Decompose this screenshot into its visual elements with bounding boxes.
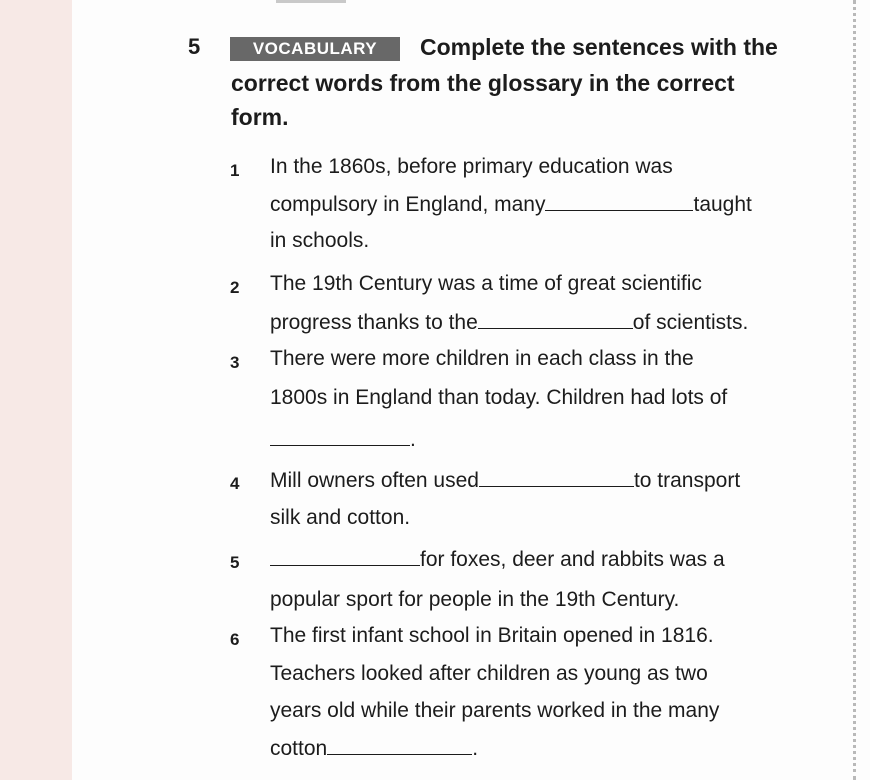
top-edge-mark [276, 0, 346, 3]
answer-blank[interactable] [270, 547, 420, 566]
instruction-line-1: Complete the sentences with the [420, 34, 778, 60]
vocabulary-badge: VOCABULARY [230, 37, 400, 61]
question-1-line-3: in schools. [270, 229, 370, 252]
question-number: 4 [230, 474, 240, 493]
question-1-line-1: In the 1860s, before primary education was [270, 155, 673, 178]
question-6-line-4: cotton . [270, 737, 479, 760]
question-3-line-1: There were more children in each class in the [270, 347, 694, 370]
question-3-line-3: . [270, 427, 416, 452]
question-1-line-2: compulsory in England, many taught [270, 193, 752, 216]
instruction-line-2: correct words from the glossary in the correct [231, 70, 735, 96]
question-5-line-2: popular sport for people in the 19th Century. [270, 588, 680, 611]
question-6-line-1: The first infant school in Britain opened in 1816. [270, 624, 714, 647]
question-6-line-2: Teachers looked after children as young as two [270, 662, 708, 685]
question-4-line-1: Mill owners often used to transport [270, 469, 741, 492]
dotted-margin-rule [853, 0, 856, 780]
question-number: 3 [230, 353, 240, 372]
question-number: 1 [230, 161, 240, 180]
instruction-line-3: form. [231, 104, 289, 130]
answer-blank[interactable] [545, 192, 693, 211]
question-2-line-2: progress thanks to the of scientists. [270, 311, 749, 334]
question-6-line-3: years old while their parents worked in the many [270, 699, 720, 722]
question-number: 2 [230, 278, 240, 297]
answer-blank[interactable] [270, 427, 410, 446]
question-number: 5 [230, 553, 240, 572]
question-number: 6 [230, 630, 240, 649]
answer-blank[interactable] [478, 310, 633, 329]
question-5-line-1: for foxes, deer and rabbits was a [270, 547, 725, 572]
page-margin [0, 0, 72, 780]
question-2-line-1: The 19th Century was a time of great scientific [270, 272, 702, 295]
question-4-line-2: silk and cotton. [270, 506, 411, 529]
exercise-number: 5 [188, 34, 201, 59]
answer-blank[interactable] [327, 736, 472, 755]
answer-blank[interactable] [479, 468, 634, 487]
question-3-line-2: 1800s in England than today. Children had lots of [270, 386, 728, 409]
